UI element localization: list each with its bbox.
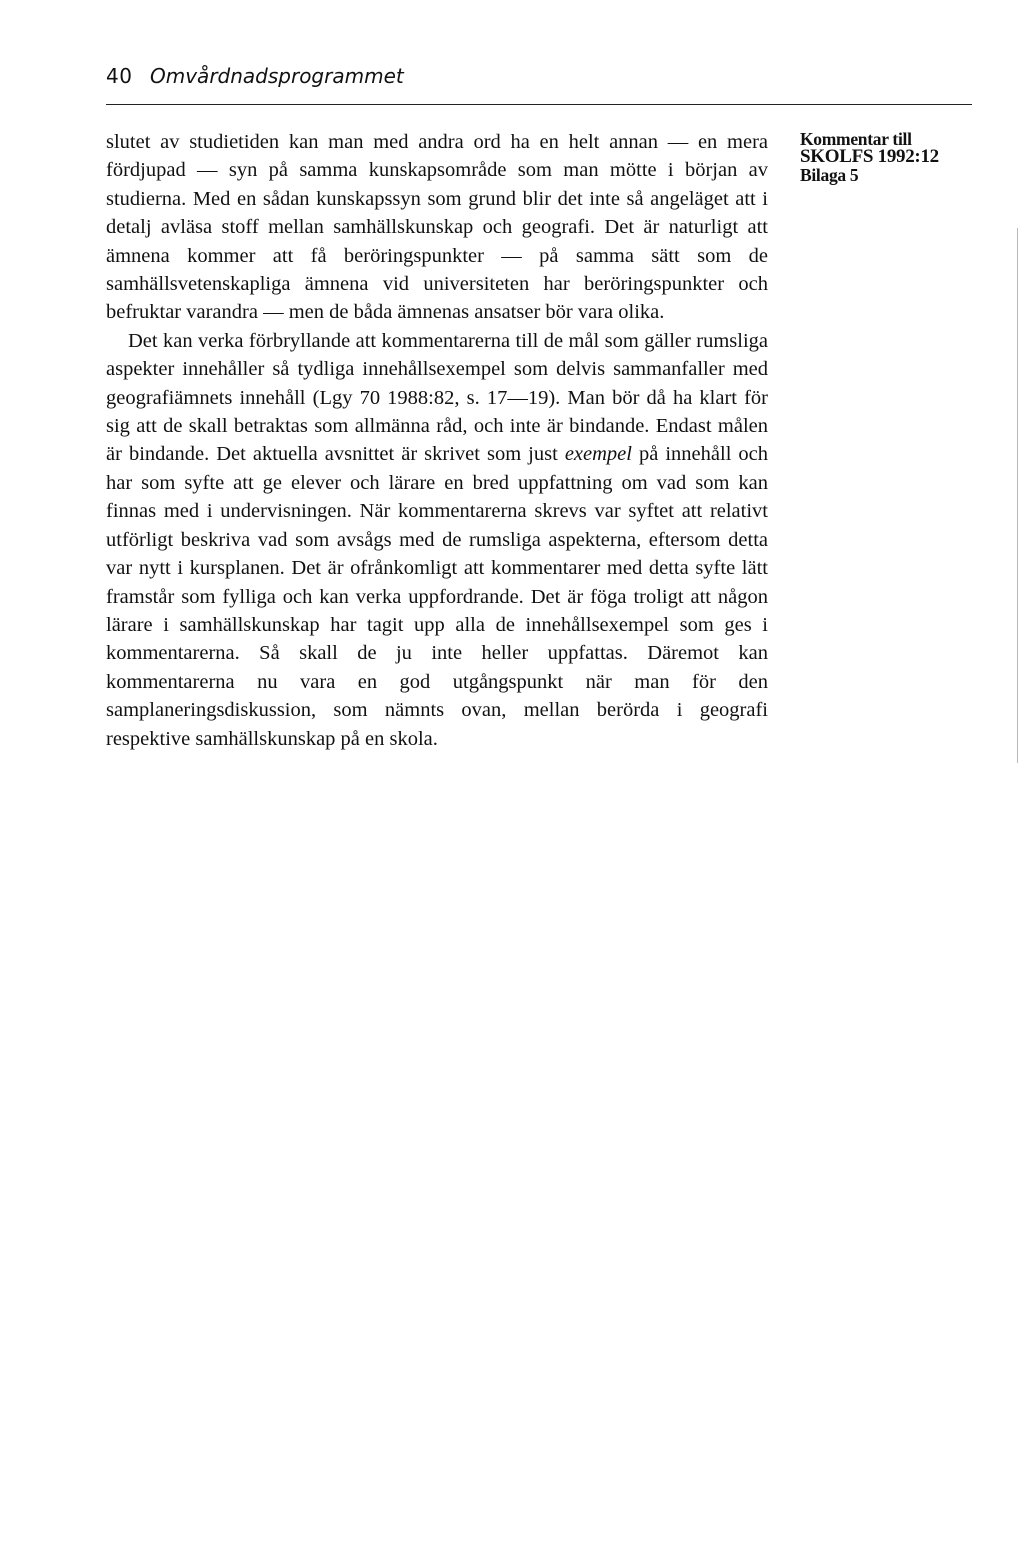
paragraph-2-text-end: på innehåll och har som syfte att ge elever och lärare en bred uppfattning om vad som kan finnas med i undervisningen. När kommentarerna skrevs var syftet att relativt utförligt beskriva vad som avsågs med de rumsliga aspekterna, eftersom detta var nytt i kursplanen. Det är ofrånkomligt att kommentarer med detta syfte lätt framstår som fylliga och kan verka uppfordrande. Det är föga troligt att någon lärare i samhällskunskap har tagit upp alla de innehållsexempel som ges i kommentarerna. Så skall de ju inte heller uppfattas. Däremot kan kommentarerna nu vara en god utgångspunkt när man för den samplaneringsdiskussion, som nämnts ovan, mellan berörda i geografi respektive samhällskunskap på en skola.	[106, 443, 769, 750]
page-header	[106, 62, 972, 105]
page-number: 40	[106, 64, 133, 88]
body-text	[106, 128, 768, 753]
scan-edge-line	[1017, 228, 1018, 763]
margin-note-line-2: SKOLFS 1992:12	[800, 146, 939, 167]
margin-note	[800, 130, 970, 184]
running-title: Omvårdnadsprogrammet	[150, 64, 404, 88]
margin-note-line-3: Bilaga 5	[800, 165, 859, 185]
paragraph-2	[106, 327, 768, 753]
emphasis-exempel: exempel	[564, 443, 632, 466]
paragraph-1: slutet av studietiden kan man med andra ord ha en helt annan — en mera fördjupad — syn på samma kunskapsområde som man mötte i början av studierna. Med en sådan kunskapssyn som grund blir det inte så angeläget att i detalj avläsa stoff mellan samhällskunskap och geografi. Det är naturligt att ämnena kommer att få beröringspunkter — på samma sätt som de samhällsvetenskapliga ämnena vid universiteten har beröringspunkter och befruktar varandra — men de båda ämnenas ansatser bör vara olika.	[106, 131, 768, 324]
margin-note-line-1: Kommentar till	[800, 129, 912, 149]
paragraph-2-text-start: Det kan verka förbryllande att kommentarerna till de mål som gäller rumsliga aspekter innehåller så tydliga innehållsexempel som delvis sammanfaller med geografiämnets innehåll (Lgy 70 1988:82, s. 17—19). Man bör då ha klart för sig att de skall betraktas som allmänna råd, och inte är bindande. Endast målen är bindande. Det aktuella avsnittet är skrivet som just	[106, 329, 768, 466]
